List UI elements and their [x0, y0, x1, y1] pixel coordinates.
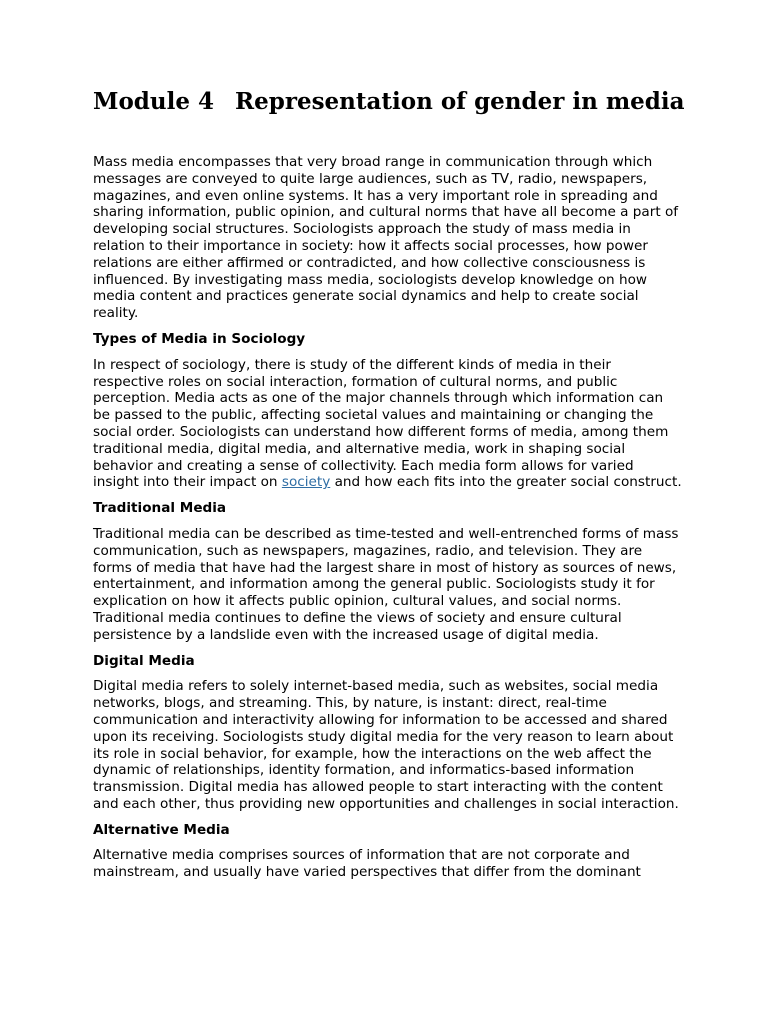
digital-media-heading: Digital Media: [93, 652, 195, 669]
types-of-media-paragraph: [93, 357, 683, 491]
types-of-media-heading: Types of Media in Sociology: [93, 330, 306, 347]
types-text-end: and how each fits into the greater social construct.: [330, 474, 682, 491]
alternative-media-paragraph: Alternative media comprises sources of information that are not corporate and mainstream, and usually have varied perspectives that differ from the dominant: [93, 847, 641, 881]
page-title: [93, 88, 683, 116]
module-title: Representation of gender in media: [235, 88, 685, 115]
types-text-start: In respect of sociology, there is study of the different kinds of media in their respective roles on social interaction, formation of cultural norms, and public perception. Media acts as one of the major channels through which information can be passed to the public, affecting societal values and maintaining or changing the social order. Sociologists can understand how different forms of media, among them traditional media, digital media, and alternative media, work in shaping social behavior and creating a sense of collectivity. Each media form allows for varied insight into their impact on: [93, 356, 669, 491]
traditional-media-heading: Traditional Media: [93, 500, 227, 517]
digital-media-paragraph: Digital media refers to solely internet-based media, such as websites, social media networks, blogs, and streaming. This, by nature, is instant: direct, real-time communication and interactivity allowing for information to be accessed and shared upon its receiving. Sociologists study digital media for the very reason to learn about its role in social behavior, for example, how the interactions on the web affect the dynamic of relationships, identity formation, and informatics-based information transmission. Digital media has allowed people to start interacting with the content and each other, thus providing new opportunities and challenges in social interaction.: [93, 678, 679, 812]
alternative-media-heading: Alternative Media: [93, 821, 230, 838]
module-number: Module 4: [93, 88, 214, 115]
society-link[interactable]: society: [281, 474, 331, 491]
document-page: [93, 88, 683, 890]
traditional-media-paragraph: Traditional media can be described as time-tested and well-entrenched forms of mass communication, such as newspapers, magazines, radio, and television. They are forms of media that have had the largest share in most of history as sources of news, entertainment, and information among the general public. Sociologists study it for explication on how it affects public opinion, cultural values, and social norms. Traditional media continues to define the views of society and ensure cultural persistence by a landslide even with the increased usage of digital media.: [93, 525, 679, 643]
intro-paragraph: Mass media encompasses that very broad range in communication through which messages are conveyed to quite large audiences, such as TV, radio, newspapers, magazines, and even online systems. It has a very important role in spreading and sharing information, public opinion, and cultural norms that have all become a part of developing social structures. Sociologists approach the study of mass media in relation to their importance in society: how it affects social processes, how power relations are either affirmed or contradicted, and how collective consciousness is influenced. By investigating mass media, sociologists develop knowledge on how media content and practices generate social dynamics and help to create social reality.: [93, 154, 679, 322]
